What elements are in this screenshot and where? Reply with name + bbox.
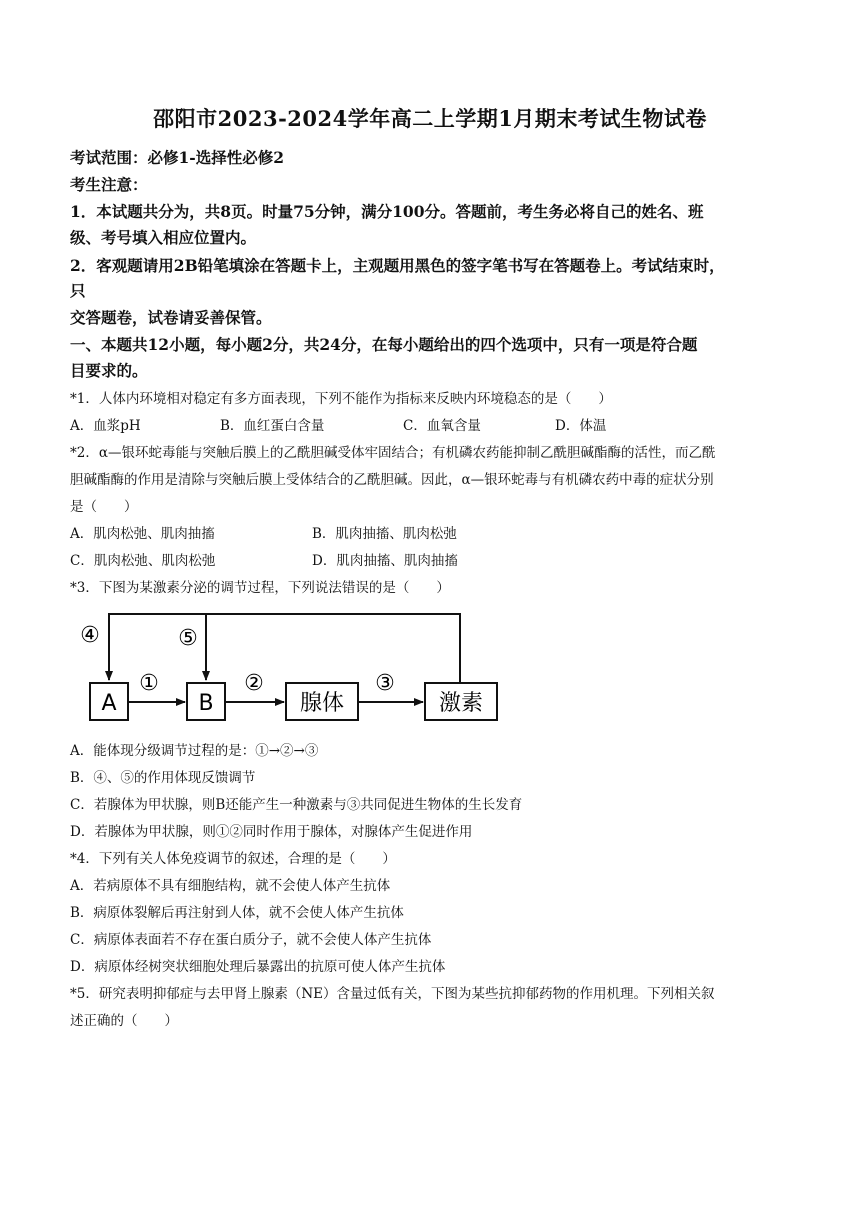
question-4-option-c: C．病原体表面若不存在蛋白质分子，就不会使人体产生抗体 — [70, 932, 432, 948]
question-3-option-c: C．若腺体为甲状腺，则B还能产生一种激素与③共同促进生物体的生长发育 — [70, 797, 523, 813]
note-1-line-2: 级、考号填入相应位置内。 — [70, 228, 257, 247]
question-5-stem-line-2: 述正确的（ ） — [70, 1013, 178, 1029]
question-2-stem-line-2: 胆碱酯酶的作用是清除与突触后膜上受体结合的乙酰胆碱。因此，α—银环蛇毒与有机磷农药中毒的症状分别 — [70, 472, 714, 488]
note-1-line-1: 1．本试题共分为，共8页。时量75分钟，满分100分。答题前，考生务必将自己的姓名、班 — [70, 202, 704, 221]
label-2: ② — [244, 671, 264, 696]
note-2-line-3: 交答题卷，试卷请妥善保管。 — [70, 308, 272, 327]
question-1-option-a: A．血浆pH — [70, 418, 141, 434]
label-4: ④ — [80, 623, 100, 648]
section-1-heading-cont: 目要求的。 — [70, 361, 148, 380]
note-2-line-2: 只 — [70, 281, 86, 300]
question-4-option-d: D．病原体经树突状细胞处理后暴露出的抗原可使人体产生抗体 — [70, 959, 446, 975]
box-hormone-label: 激素 — [438, 691, 484, 716]
question-4-option-a: A．若病原体不具有细胞结构，就不会使人体产生抗体 — [70, 878, 391, 894]
notice-label: 考生注意： — [70, 175, 148, 194]
box-a-label: A — [101, 691, 117, 716]
box-b-label: B — [198, 691, 214, 716]
note-2-line-1: 2．客观题请用2B铅笔填涂在答题卡上，主观题用黑色的签字笔书写在答题卷上。考试结束时， — [70, 256, 725, 275]
question-1-stem: *1．人体内环境相对稳定有多方面表现，下列不能作为指标来反映内环境稳态的是（ ） — [70, 391, 612, 407]
section-1-heading: 一、本题共12小题，每小题2分，共24分，在每小题给出的四个选项中，只有一项是符合题 — [70, 335, 698, 354]
feedback-arrow-4 — [109, 614, 460, 683]
label-1: ① — [139, 671, 159, 696]
exam-title: 邵阳市2023-2024学年高二上学期1月期末考试生物试卷 — [153, 106, 707, 131]
question-4-option-b: B．病原体裂解后再注射到人体，就不会使人体产生抗体 — [70, 905, 404, 921]
question-5-stem-line-1: *5．研究表明抑郁症与去甲肾上腺素（NE）含量过低有关，下图为某些抗抑郁药物的作用机理。下列相关叙 — [70, 986, 715, 1002]
question-2-stem-line-3: 是（ ） — [70, 499, 138, 515]
question-2-option-d: D．肌肉抽搐、肌肉抽搐 — [312, 553, 458, 569]
question-3-option-a: A．能体现分级调节过程的是：①→②→③ — [70, 743, 319, 759]
question-4-stem: *4．下列有关人体免疫调节的叙述，合理的是（ ） — [70, 851, 396, 867]
hormone-regulation-diagram — [68, 604, 508, 730]
question-2-stem-line-1: *2．α—银环蛇毒能与突触后膜上的乙酰胆碱受体牢固结合；有机磷农药能抑制乙酰胆碱酯酶的活性，而乙酰 — [70, 445, 716, 461]
question-3-option-d: D．若腺体为甲状腺，则①②同时作用于腺体，对腺体产生促进作用 — [70, 824, 473, 840]
question-3-stem: *3．下图为某激素分泌的调节过程，下列说法错误的是（ ） — [70, 580, 450, 596]
question-2-option-a: A．肌肉松弛、肌肉抽搐 — [70, 526, 215, 542]
question-3-option-b: B．④、⑤的作用体现反馈调节 — [70, 770, 256, 786]
box-gland-label: 腺体 — [299, 691, 345, 716]
question-1-option-c: C．血氧含量 — [403, 418, 481, 434]
exam-scope: 考试范围：必修1-选择性必修2 — [70, 148, 285, 167]
label-3: ③ — [375, 671, 395, 696]
question-1-option-b: B．血红蛋白含量 — [220, 418, 325, 434]
question-2-option-b: B．肌肉抽搐、肌肉松弛 — [312, 526, 457, 542]
question-2-option-c: C．肌肉松弛、肌肉松弛 — [70, 553, 216, 569]
label-5: ⑤ — [178, 626, 198, 651]
question-1-option-d: D．体温 — [555, 418, 607, 434]
